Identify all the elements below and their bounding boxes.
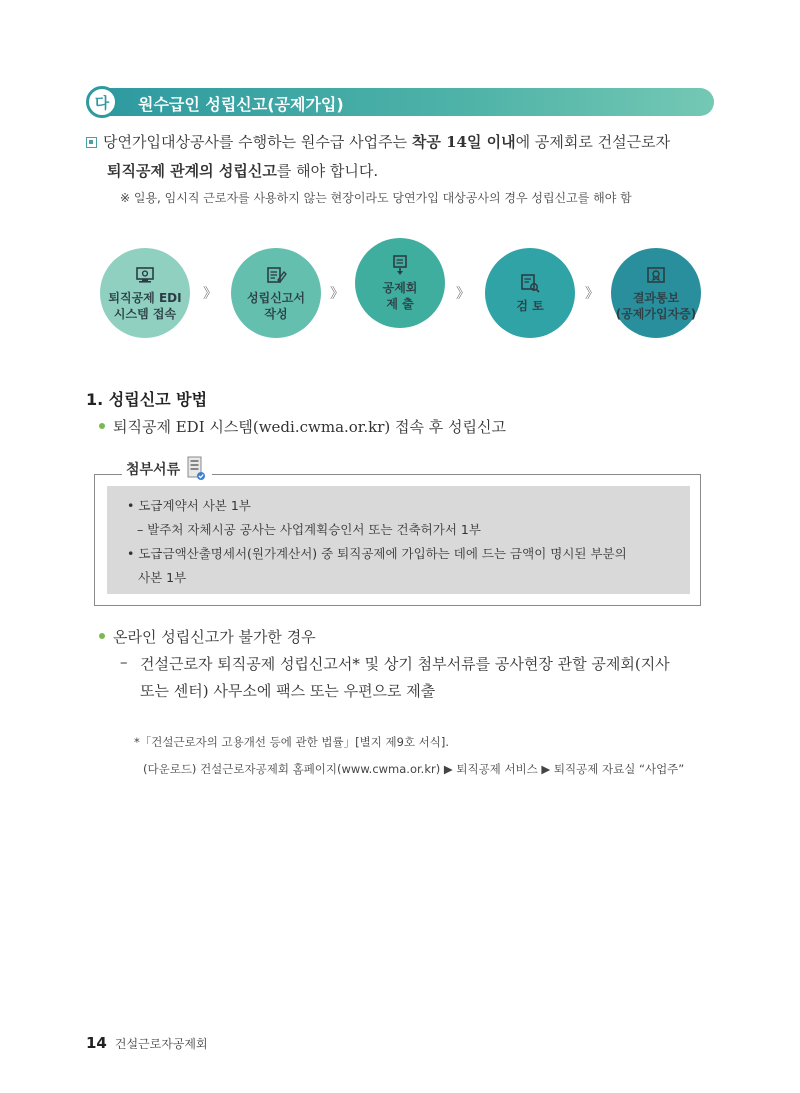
- step-label-line2: (공제가입자증): [615, 307, 697, 321]
- step-label-line1: 검 토: [516, 299, 544, 313]
- certificate-icon: [645, 264, 667, 286]
- attachments-label: [122, 456, 212, 482]
- attachment-item-contract: • 도급계약서 사본 1부: [127, 498, 251, 513]
- intro-line-2: [107, 160, 378, 181]
- step-label-line1: 공제회: [382, 281, 418, 295]
- bullet-dot-icon: [99, 423, 105, 429]
- offline-dash: –: [120, 653, 128, 671]
- page-number: 14: [86, 1034, 107, 1052]
- section-header: [86, 86, 714, 118]
- step-label-line1: 퇴직공제 EDI: [108, 291, 182, 305]
- method-bullet-edi: [99, 416, 506, 437]
- intro-line-1: [86, 131, 726, 152]
- step-submit: [355, 238, 445, 328]
- intro-deadline: 착공 14일 이내: [411, 133, 516, 151]
- step-label-line1: 성립신고서: [247, 291, 305, 305]
- step-label-line2: 제 출: [386, 297, 414, 311]
- offline-bullet: [99, 626, 316, 647]
- method-heading: 1. 성립신고 방법: [86, 390, 208, 409]
- step-arrow: 》: [456, 286, 467, 302]
- document-check-icon: [186, 456, 208, 482]
- document-edit-icon: [265, 264, 287, 286]
- step-edi-access: [100, 248, 190, 338]
- intro-emphasis: 퇴직공제 관계의 성립신고: [107, 162, 277, 180]
- step-label-line2: 작성: [264, 307, 288, 321]
- step-arrow: 》: [330, 286, 341, 302]
- intro-text: 에 공제회로 건설근로자: [515, 133, 671, 151]
- offline-sub-line-1: 건설근로자 퇴직공제 성립신고서* 및 상기 첨부서류를 공사현장 관할 공제회(지사: [140, 655, 670, 673]
- document-submit-icon: [389, 254, 411, 276]
- square-bullet-icon: [86, 137, 97, 148]
- step-review: [485, 248, 575, 338]
- step-result: [611, 248, 701, 338]
- attachment-item-cost-statement: • 도급금액산출명세서(원가계산서) 중 퇴직공제에 가입하는 데에 드는 금액이 명시된 부분의: [127, 546, 627, 561]
- intro-note: ※ 일용, 임시직 근로자를 사용하지 않는 현장이라도 당연가입 대상공사의 경우 성립신고를 해야 함: [120, 191, 632, 205]
- step-label-line1: 결과통보: [632, 291, 680, 305]
- offline-bullet-text: 온라인 성립신고가 불가한 경우: [113, 628, 316, 646]
- offline-sub-line-2: 또는 센터) 사무소에 팩스 또는 우편으로 제출: [140, 682, 436, 700]
- attachment-item-cost-statement-cont: 사본 1부: [138, 570, 187, 585]
- attachments-title: 첨부서류: [126, 462, 181, 478]
- intro-text: 당연가입대상공사를 수행하는 원수급 사업주는: [103, 133, 412, 151]
- method-bullet-text: 퇴직공제 EDI 시스템(wedi.cwma.or.kr) 접속 후 성립신고: [113, 418, 506, 436]
- page-footer: [86, 1034, 208, 1052]
- intro-text: 를 해야 합니다.: [276, 162, 379, 180]
- step-arrow: 》: [203, 286, 214, 302]
- section-title: 원수급인 성립신고(공제가입): [138, 95, 344, 114]
- footnote-law: *「건설근로자의 고용개선 등에 관한 법률」[별지 제9호 서식].: [134, 735, 450, 749]
- bullet-dot-icon: [99, 633, 105, 639]
- footnote-download: (다운로드) 건설근로자공제회 홈페이지(www.cwma.or.kr) ▶ 퇴직공제 서비스 ▶ 퇴직공제 자료실 “사업주”: [143, 762, 685, 776]
- footer-org: 건설근로자공제회: [114, 1037, 208, 1051]
- section-letter: 다: [86, 86, 118, 118]
- step-arrow: 》: [585, 286, 596, 302]
- monitor-icon: [134, 264, 156, 286]
- attachment-item-contract-sub: – 발주처 자체시공 공사는 사업계획승인서 또는 건축허가서 1부: [137, 522, 481, 537]
- step-write-form: [231, 248, 321, 338]
- document-search-icon: [519, 272, 541, 294]
- step-label-line2: 시스템 접속: [113, 307, 177, 321]
